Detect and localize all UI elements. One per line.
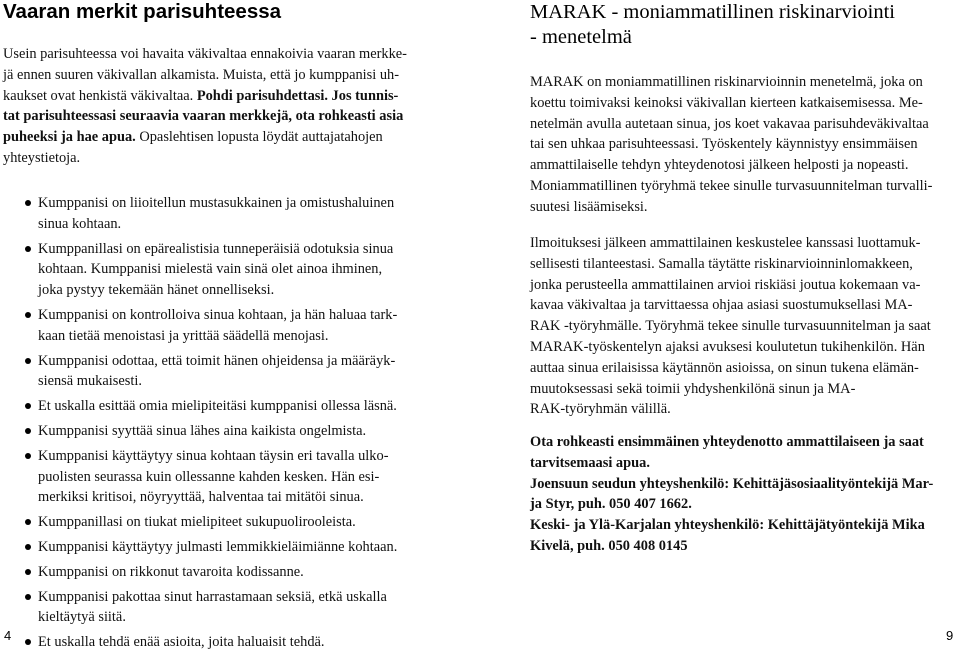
intro-line: jä ennen suuren väkivallan alkamista. Muista, että jo kumppanisi uh- — [3, 66, 400, 83]
warning-sign-line: Kumppanisi on rikkonut tavaroita kodissanne. — [38, 563, 304, 580]
warning-sign-line: joka pystyy tekemään hänet onnelliseksi. — [38, 282, 275, 299]
warning-sign-line: merkiksi kritisoi, nöyryyttää, halventaa tai mitätöi sinua. — [38, 489, 364, 506]
warning-sign-line: Kumppanisi pakottaa sinut harrastamaan seksiä, etkä uskalla — [38, 588, 387, 605]
intro-text: Opaslehtisen lopusta löydät auttajatahojen — [135, 129, 383, 146]
warning-sign-line: sinua kohtaan. — [38, 215, 122, 232]
heading-line: MARAK - moniammatillinen riskinarviointi — [530, 1, 895, 23]
contact-line: Joensuun seudun yhteyshenkilö: Kehittäjäsosiaalityöntekijä Mar- — [530, 475, 934, 492]
marak-process — [530, 233, 960, 420]
warning-sign-item — [3, 351, 440, 393]
warning-sign-item — [3, 632, 440, 653]
bullet-icon — [25, 312, 31, 318]
warning-sign-line: kohtaan. Kumppanisi mielestä vain sinä olet ainoa ihminen, — [38, 261, 383, 278]
bullet-icon — [25, 358, 31, 364]
contact-line: Kivelä, puh. 050 408 0145 — [530, 537, 688, 554]
contact-line: tarvitsemaasi apua. — [530, 454, 650, 471]
para1-line: netelmän avulla autetaan sinua, jos koet vakavaa parisuhdeväkivaltaa — [530, 115, 929, 132]
para2-line: kavaa väkivaltaa ja tarvittaessa ohjaa asiasi suostumuksellasi MA- — [530, 297, 913, 314]
marak-description — [530, 72, 960, 218]
para2-line: Ilmoituksesi jälkeen ammattilainen keskustelee kanssasi luottamuk- — [530, 235, 921, 251]
bullet-icon — [25, 544, 31, 550]
para2-line: muutoksessasi sekä toimii yhdyshenkilönä sinun ja MA- — [530, 380, 856, 397]
intro-paragraph — [3, 44, 440, 169]
bullet-icon — [25, 569, 31, 575]
warning-sign-line: puolisten seurassa kuin ollessanne kahden kesken. Hän esi- — [38, 468, 380, 485]
contact-line: Ota rohkeasti ensimmäinen yhteydenotto ammattilaiseen ja saat — [530, 434, 924, 450]
warning-sign-item — [3, 537, 440, 558]
para2-line: jonka perusteella ammattilainen arvioi riskiäsi joutua kokemaan va- — [530, 276, 921, 293]
warning-sign-line: Et uskalla tehdä enää asioita, joita haluaisit tehdä. — [38, 634, 325, 651]
warning-sign-line: kaan tietää menoistasi ja yrittää säädellä menojasi. — [38, 327, 329, 344]
intro-bold-text: puheeksi ja hae apua. — [3, 129, 136, 146]
warning-sign-line: Kumppanisi on kontrolloiva sinua kohtaan, ja hän haluaa tark- — [38, 306, 398, 323]
intro-bold-text: Pohdi parisuhdettasi. Jos tunnis- — [196, 87, 399, 104]
warning-sign-item — [3, 562, 440, 583]
intro-text: kaukset ovat henkistä väkivaltaa. — [3, 87, 197, 104]
bullet-icon — [25, 428, 31, 434]
warning-sign-item — [3, 587, 440, 629]
warning-sign-item — [3, 446, 440, 508]
right-heading — [530, 0, 960, 50]
para1-line: Moniammatillinen työryhmä tekee sinulle turvasuunnitelman turvalli- — [530, 177, 933, 194]
warning-sign-item — [3, 305, 440, 347]
para1-line: koettu toimivaksi keinoksi väkivallan kierteen katkaisemisessa. Me- — [530, 94, 923, 111]
bullet-icon — [25, 594, 31, 600]
para2-line: MARAK-työskentelyn ajaksi avuksesi koulutetun tukihenkilön. Hän — [530, 338, 925, 355]
warning-sign-line: Kumppanisi käyttäytyy sinua kohtaan täysin eri tavalla ulko- — [38, 447, 389, 464]
warning-sign-item — [3, 421, 440, 442]
para2-line: auttaa sinua erilaisissa käytännön asioissa, on sinun tukena elämän- — [530, 359, 919, 376]
intro-line — [3, 127, 440, 148]
contact-line: ja Styr, puh. 050 407 1662. — [530, 496, 692, 513]
bullet-icon — [25, 519, 31, 525]
intro-line: yhteystietoja. — [3, 149, 81, 166]
warning-sign-line: Kumppanillasi on tiukat mielipiteet sukupuolirooleista. — [38, 514, 356, 531]
warning-sign-line: Kumppanisi odottaa, että toimit hänen ohjeidensa ja määräyk- — [38, 352, 396, 369]
page-number-left: 4 — [4, 628, 12, 643]
intro-line: Usein parisuhteessa voi havaita väkivaltaa ennakoivia vaaran merkke- — [3, 46, 407, 62]
warning-sign-line: Kumppanisi käyttäytyy julmasti lemmikkieläimiänne kohtaan. — [38, 538, 398, 555]
bullet-icon — [25, 453, 31, 459]
warning-sign-item — [3, 396, 440, 417]
warning-sign-item — [3, 193, 440, 235]
warning-signs-list — [3, 193, 440, 657]
heading-line: - menetelmä — [530, 26, 632, 48]
para1-line: suutesi lisäämiseksi. — [530, 198, 648, 215]
para2-line: RAK -työryhmälle. Työryhmä tekee sinulle turvasuunnitelman ja saat — [530, 318, 931, 335]
bullet-icon — [25, 246, 31, 252]
warning-sign-item — [3, 239, 440, 301]
warning-sign-line: kieltäytyä siitä. — [38, 609, 126, 626]
para2-line: RAK-työryhmän välillä. — [530, 401, 671, 418]
bullet-icon — [25, 639, 31, 645]
warning-sign-line: Kumppanillasi on epärealistisia tunneperäisiä odotuksia sinua — [38, 240, 394, 257]
warning-sign-item — [3, 512, 440, 533]
warning-sign-line: siensä mukaisesti. — [38, 373, 142, 390]
intro-line: tat parisuhteessasi seuraavia vaaran merkkejä, ota rohkeasti asia — [3, 108, 404, 125]
para2-line: sellisesti tilanteestasi. Samalla täytätte riskinarvioinninlomakkeen, — [530, 255, 913, 272]
warning-sign-line: Kumppanisi syyttää sinua lähes aina kaikista ongelmista. — [38, 422, 367, 439]
warning-sign-line: Et uskalla esittää omia mielipiteitäsi kumppanisi ollessa läsnä. — [38, 398, 397, 415]
para1-line: MARAK on moniammatillinen riskinarvioinnin menetelmä, joka on — [530, 74, 923, 90]
bullet-icon — [25, 200, 31, 206]
intro-line — [3, 86, 440, 107]
para1-line: tai sen uhkaa parisuhteessasi. Työskentely käynnistyy ensimmäisen — [530, 136, 918, 153]
para1-line: ammattilaiselle tehdyn yhteydenotosi jälkeen helposti ja nopeasti. — [530, 157, 909, 174]
contact-line: Keski- ja Ylä-Karjalan yhteyshenkilö: Kehittäjätyöntekijä Mika — [530, 517, 925, 534]
page-number-right: 9 — [946, 628, 954, 643]
warning-sign-line: Kumppanisi on liioitellun mustasukkainen ja omistushaluinen — [38, 195, 395, 211]
bullet-icon — [25, 403, 31, 409]
left-heading: Vaaran merkit parisuhteessa — [3, 0, 282, 23]
contact-info — [530, 432, 960, 557]
